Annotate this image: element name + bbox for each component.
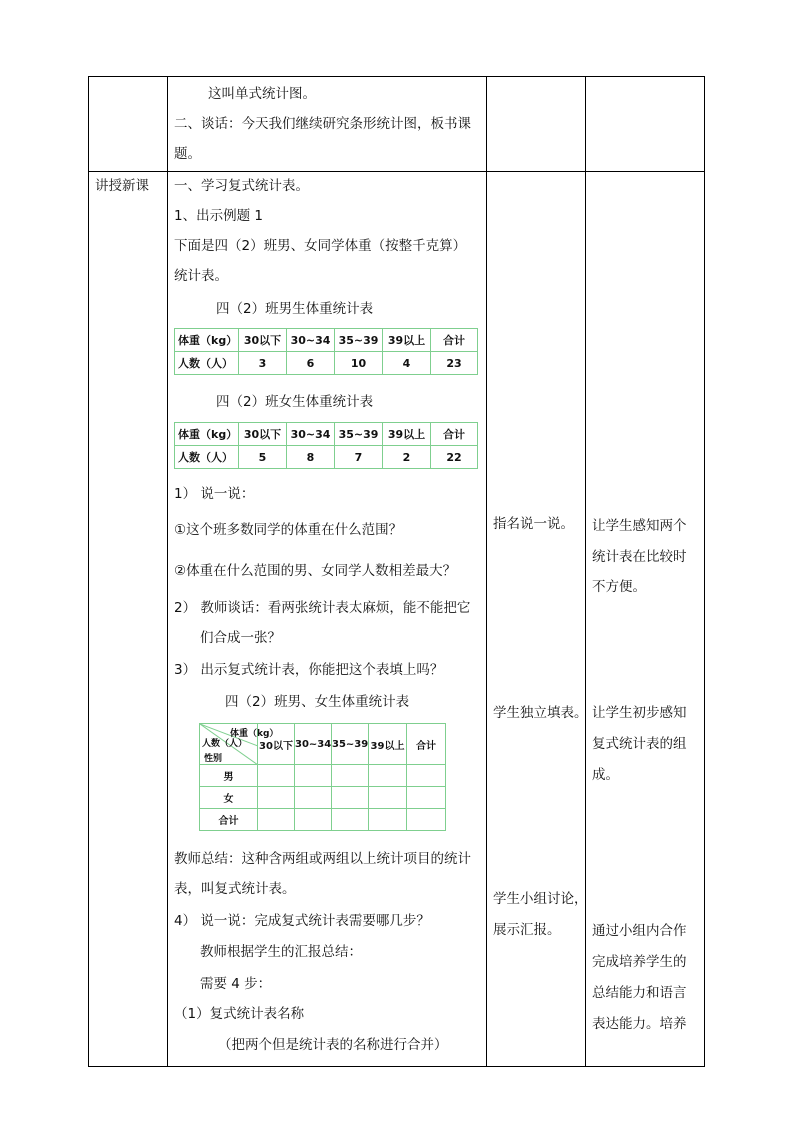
compound-weight-table bbox=[199, 723, 446, 831]
text-line: 1、出示例题 1 bbox=[174, 208, 263, 224]
table-cell: 人数（人） bbox=[175, 352, 239, 375]
text-line: 让学生初步感知 bbox=[592, 705, 687, 721]
text-line: 表，叫复式统计表。 bbox=[174, 881, 296, 897]
table-cell: 30~34 bbox=[287, 329, 335, 352]
table-cell: 女 bbox=[200, 787, 258, 809]
table-cell bbox=[295, 787, 332, 809]
text-line: 们合成一张？ bbox=[200, 630, 281, 646]
table-cell bbox=[258, 809, 295, 831]
text-line: 统计表。 bbox=[174, 268, 228, 284]
diag-label-weight: 体重（kg） bbox=[230, 729, 279, 739]
text-line: 统计表在比较时 bbox=[592, 549, 687, 565]
text-line: 完成培养学生的 bbox=[592, 954, 687, 970]
table-cell bbox=[295, 809, 332, 831]
text-line: 3） 出示复式统计表，你能把这个表填上吗？ bbox=[174, 662, 444, 678]
table-cell: 30~34 bbox=[287, 423, 335, 446]
table-cell: 22 bbox=[431, 446, 478, 469]
boys-weight-table bbox=[174, 328, 478, 375]
table-cell: 3 bbox=[239, 352, 287, 375]
table-cell: 30以下 bbox=[258, 724, 295, 765]
table-cell bbox=[258, 765, 295, 787]
table-row bbox=[200, 809, 446, 831]
text-line: 这叫单式统计图。 bbox=[208, 86, 316, 102]
table-cell: 合计 bbox=[431, 329, 478, 352]
table-cell: 体重（kg） bbox=[175, 423, 239, 446]
table-cell: 39以上 bbox=[383, 423, 431, 446]
table-row bbox=[175, 446, 478, 469]
text-line: ②体重在什么范围的男、女同学人数相差最大？ bbox=[174, 563, 457, 579]
text-line: 总结能力和语言 bbox=[592, 985, 687, 1001]
table-cell: 合计 bbox=[431, 423, 478, 446]
table-cell: 男 bbox=[200, 765, 258, 787]
table-cell bbox=[407, 787, 446, 809]
text-line: 通过小组内合作 bbox=[592, 923, 687, 939]
text-line: 需要 4 步： bbox=[200, 976, 272, 992]
table-cell: 人数（人） bbox=[175, 446, 239, 469]
activity-cell-empty bbox=[487, 77, 586, 172]
text-line: 让学生感知两个 bbox=[592, 518, 687, 534]
diag-label-gender: 性别 bbox=[204, 754, 223, 764]
text-line: 下面是四（2）班男、女同学体重（按整千克算） bbox=[174, 238, 467, 254]
diag-label-count: 人数（人） bbox=[202, 739, 248, 749]
table-cell: 合计 bbox=[200, 809, 258, 831]
table-cell: 合计 bbox=[407, 724, 446, 765]
text-line: 题。 bbox=[174, 146, 201, 162]
student-activity-cell bbox=[487, 172, 586, 1067]
text-line: 复式统计表的组 bbox=[592, 736, 687, 752]
stage-cell bbox=[89, 172, 168, 1067]
text-line: 教师根据学生的汇报总结： bbox=[200, 944, 362, 960]
text-line: 一、学习复式统计表。 bbox=[174, 178, 309, 194]
text-line: 指名说一说。 bbox=[493, 516, 574, 532]
table-cell: 8 bbox=[287, 446, 335, 469]
table-cell: 39以上 bbox=[369, 724, 407, 765]
table-cell: 23 bbox=[431, 352, 478, 375]
text-line: 教师总结：这种含两组或两组以上统计项目的统计 bbox=[174, 851, 471, 867]
content-cell-intro bbox=[168, 77, 487, 172]
intent-cell-empty bbox=[586, 77, 705, 172]
lesson-plan-table bbox=[88, 76, 705, 1067]
table-cell bbox=[407, 809, 446, 831]
table-title-boys: 四（2）班男生体重统计表 bbox=[216, 301, 374, 317]
text-line: 不方便。 bbox=[592, 579, 646, 595]
table-cell bbox=[332, 765, 369, 787]
table-cell bbox=[258, 787, 295, 809]
table-header-row bbox=[175, 423, 478, 446]
table-cell bbox=[295, 765, 332, 787]
table-cell: 39以上 bbox=[383, 329, 431, 352]
table-row bbox=[175, 352, 478, 375]
text-line: 1） 说一说： bbox=[174, 486, 255, 502]
table-cell: 5 bbox=[239, 446, 287, 469]
table-cell bbox=[332, 787, 369, 809]
table-row bbox=[200, 787, 446, 809]
content-cell bbox=[168, 172, 487, 1067]
table-cell: 10 bbox=[335, 352, 383, 375]
text-line: ①这个班多数同学的体重在什么范围？ bbox=[174, 522, 403, 538]
table-header-row bbox=[200, 724, 446, 765]
text-line: 成。 bbox=[592, 767, 619, 783]
table-cell: 35~39 bbox=[335, 329, 383, 352]
text-line: （1）复式统计表名称 bbox=[174, 1006, 305, 1022]
table-cell: 30以下 bbox=[239, 423, 287, 446]
table-header-row bbox=[175, 329, 478, 352]
text-line: （把两个但是统计表的名称进行合并） bbox=[218, 1037, 448, 1053]
table-title-compound: 四（2）班男、女生体重统计表 bbox=[225, 694, 410, 710]
text-line: 4） 说一说：完成复式统计表需要哪几步？ bbox=[174, 913, 430, 929]
design-intent-cell bbox=[586, 172, 705, 1067]
lesson-row-new-lesson bbox=[89, 172, 705, 1067]
table-cell: 2 bbox=[383, 446, 431, 469]
table-cell: 体重（kg） bbox=[175, 329, 239, 352]
table-cell bbox=[407, 765, 446, 787]
table-cell bbox=[332, 809, 369, 831]
table-title-girls: 四（2）班女生体重统计表 bbox=[216, 394, 374, 410]
lesson-row-intro bbox=[89, 77, 705, 172]
text-line: 学生独立填表。 bbox=[493, 705, 588, 721]
text-line: 展示汇报。 bbox=[493, 922, 561, 938]
table-cell: 35~39 bbox=[332, 724, 369, 765]
stage-cell-empty bbox=[89, 77, 168, 172]
table-cell: 30以下 bbox=[239, 329, 287, 352]
table-cell: 7 bbox=[335, 446, 383, 469]
table-cell bbox=[369, 765, 407, 787]
table-row bbox=[200, 765, 446, 787]
text-line: 表达能力。培养 bbox=[592, 1016, 687, 1032]
text-line: 2） 教师谈话：看两张统计表太麻烦，能不能把它 bbox=[174, 600, 471, 616]
table-cell: 4 bbox=[383, 352, 431, 375]
table-cell bbox=[369, 787, 407, 809]
table-cell bbox=[369, 809, 407, 831]
table-cell: 30~34 bbox=[295, 724, 332, 765]
text-line: 学生小组讨论， bbox=[493, 891, 588, 907]
section-label: 讲授新课 bbox=[95, 178, 149, 194]
girls-weight-table bbox=[174, 422, 478, 469]
table-cell: 35~39 bbox=[335, 423, 383, 446]
table-cell: 6 bbox=[287, 352, 335, 375]
text-line: 二、谈话：今天我们继续研究条形统计图，板书课 bbox=[174, 116, 471, 132]
